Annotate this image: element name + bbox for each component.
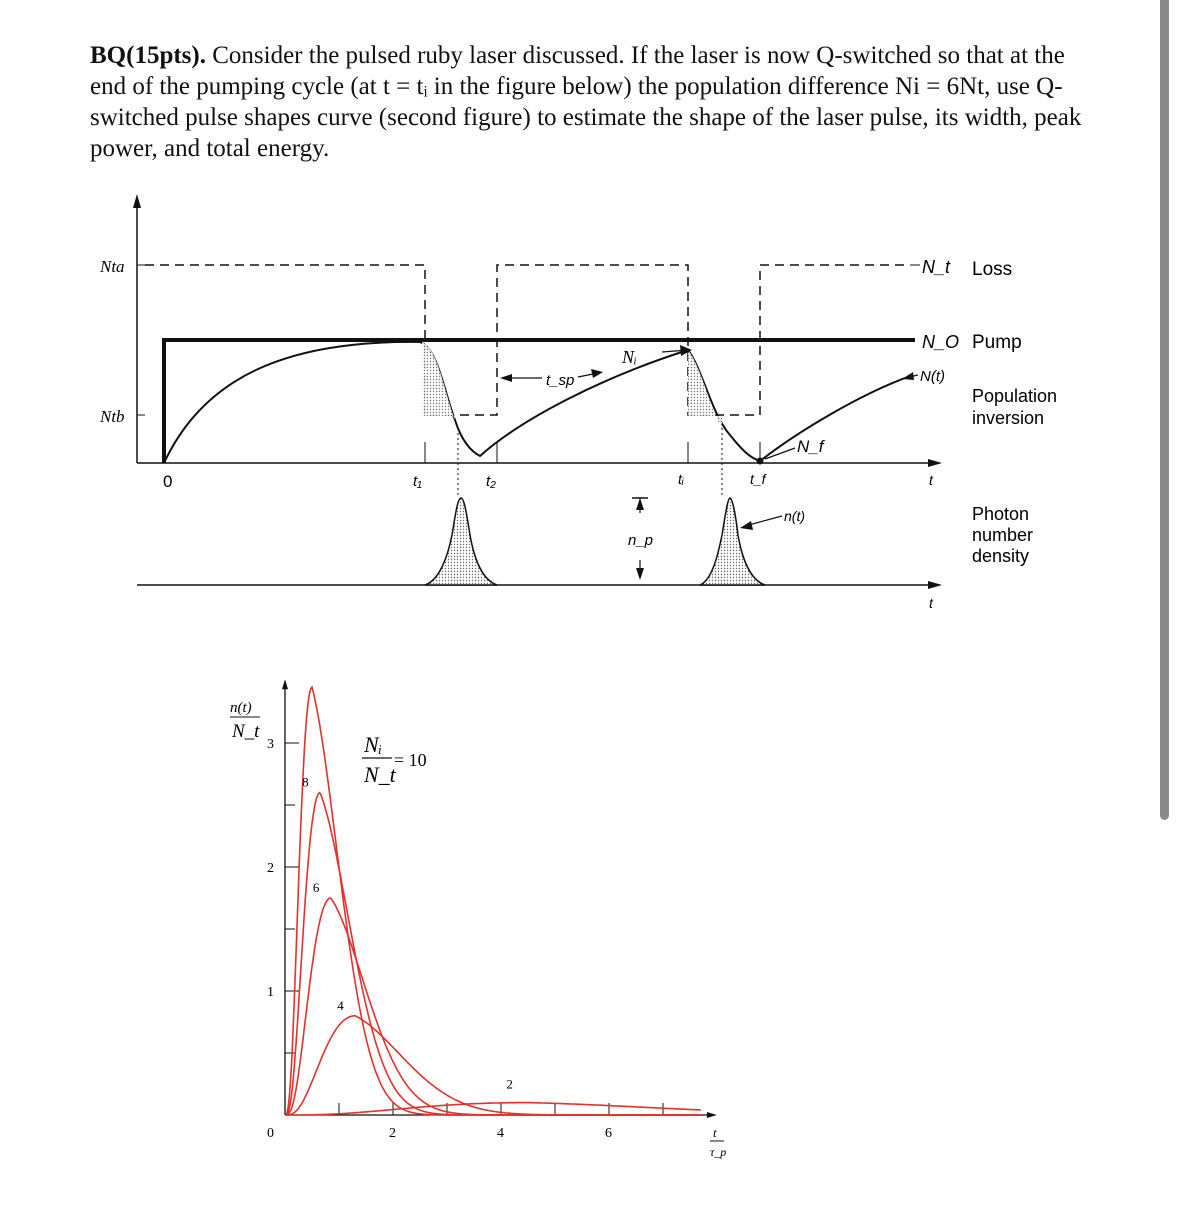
x-axis-label-num: t — [713, 1125, 717, 1140]
t-axis-label-upper: t — [929, 472, 933, 488]
x-tick-label: 6 — [605, 1126, 612, 1141]
curve-label-2: 2 — [506, 1076, 513, 1092]
photon-pulse-2 — [700, 498, 765, 585]
np-label: n_p — [628, 532, 654, 549]
nta-label: Nta — [100, 257, 125, 276]
y-tick-label: 1 — [267, 985, 274, 1000]
legend-population-line2: inversion — [972, 408, 1045, 428]
time-axis-lower-arrow — [928, 581, 942, 589]
pulse-curve-2 — [285, 1103, 701, 1115]
t-axis-label-lower: t — [929, 595, 933, 611]
pulse-curve-10 — [285, 687, 701, 1115]
qswitched-pulse-shapes-chart — [0, 680, 800, 1200]
no-curve-label: N_O — [922, 332, 960, 352]
n-func-label: N(t) — [920, 368, 945, 385]
legend-photon-line1: Photon — [972, 504, 1030, 524]
curve-label-4: 4 — [337, 997, 344, 1013]
pulse-curve-8 — [285, 793, 701, 1115]
annotation-den: N_t — [364, 762, 396, 787]
chart-curves — [285, 687, 701, 1115]
x-axis-arrow — [707, 1112, 717, 1118]
question-body: Consider the pulsed ruby laser discussed. If the laser is now Q-switched so that at the end of the pumping cycle (at t = tᵢ in the figure below) the population difference Ni = 6Nt, use Q-switched pulse shapes curve (second figure) to estimate the shape of the laser pulse, its width, peak power, and total energy. — [90, 42, 1082, 162]
legend-pump: Pump — [972, 332, 1022, 353]
annotation-num: Nᵢ — [364, 732, 383, 757]
y-axis-label-den: N_t — [232, 721, 260, 742]
x-tick-label: 2 — [389, 1126, 396, 1141]
x-origin-label: 0 — [267, 1126, 274, 1141]
t1-label: t₁ — [413, 473, 422, 490]
chart-axes — [282, 680, 717, 1118]
ntb-label: Ntb — [100, 407, 125, 426]
nt-curve-label: N_t — [922, 257, 951, 277]
legend-loss: Loss — [972, 259, 1013, 280]
photon-pulse-1 — [425, 498, 497, 585]
y-axis-arrow — [282, 680, 288, 689]
ni-label: Nᵢ — [622, 347, 637, 367]
annotation-rhs: = 10 — [394, 750, 427, 770]
curve-label-6: 6 — [312, 880, 320, 895]
scrollbar[interactable] — [1160, 0, 1169, 820]
y-tick-label: 2 — [267, 861, 274, 876]
time-axis-upper-arrow — [928, 459, 942, 467]
pulse-curve-4 — [285, 1016, 701, 1115]
population-curve — [164, 342, 905, 463]
t2-label: t₂ — [486, 473, 496, 490]
nf-label: N_f — [797, 437, 824, 456]
tf-label: t_f — [750, 471, 766, 487]
x-tick-label: 4 — [497, 1126, 504, 1141]
shaded-drop-1 — [422, 342, 455, 420]
question-label: BQ(15pts). — [90, 42, 206, 69]
y-axis-label-num: n(t) — [230, 700, 252, 716]
n-of-t-label: n(t) — [784, 508, 805, 524]
y-tick-label: 3 — [267, 737, 274, 752]
origin-label: 0 — [163, 472, 173, 491]
tsp-label: t_sp — [546, 372, 575, 389]
chart-labels — [267, 737, 612, 1141]
qswitch-timing-diagram — [0, 180, 1100, 620]
curve-label-8: 8 — [302, 774, 309, 790]
ti-label: tᵢ — [678, 471, 684, 487]
legend-population-line1: Population — [972, 386, 1058, 406]
y-axis-arrow — [133, 194, 141, 208]
x-axis-label-den: τ_p — [710, 1145, 727, 1159]
question-text — [90, 40, 1100, 164]
legend-photon-line3: density — [972, 546, 1030, 566]
shaded-drop-2 — [688, 350, 722, 428]
legend-photon-line2: number — [972, 525, 1034, 545]
